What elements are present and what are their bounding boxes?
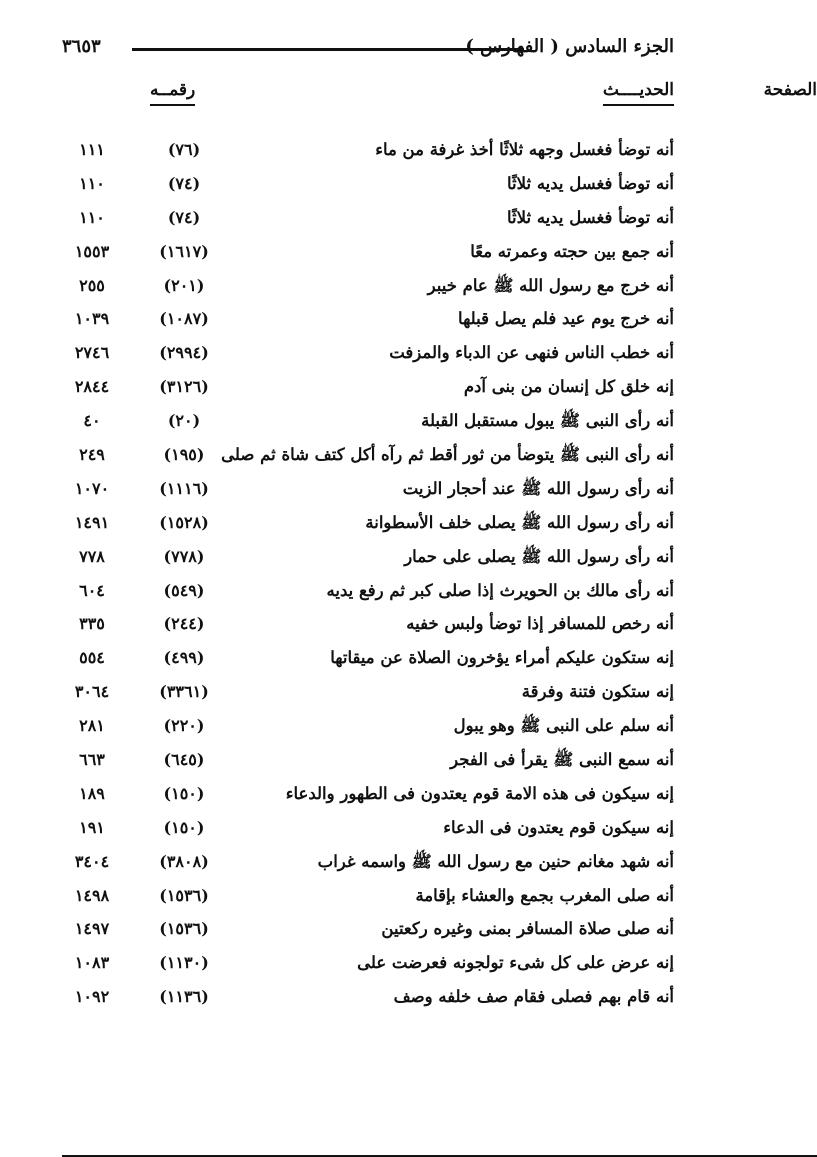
page-ref: ١٠٣٩ xyxy=(74,309,110,329)
hadith-number: (٣٨٠٨) xyxy=(159,851,209,871)
hadith-text: إنه سيكون فى هذه الامة قوم يعتدون فى الطهور والدعاء xyxy=(285,783,674,803)
index-row xyxy=(62,339,674,373)
hadith-text: إنه خلق كل إنسان من بنى آدم xyxy=(463,377,674,397)
index-row xyxy=(62,305,674,339)
page-ref: ٣٤٠٤ xyxy=(74,851,110,871)
hadith-number: (١١١٦) xyxy=(159,478,209,498)
page-ref: ١٩١ xyxy=(79,817,105,837)
index-row xyxy=(62,543,674,577)
hadith-number: (١٥٠) xyxy=(163,783,205,803)
index-row xyxy=(62,407,674,441)
hadith-number: (٣١٢٦) xyxy=(159,377,209,397)
hadith-text: أنه رأى رسول الله ﷺ يصلى خلف الأسطوانة xyxy=(365,512,674,532)
hadith-number: (٢٤٤) xyxy=(163,614,205,634)
hadith-number: (١٦١٧) xyxy=(159,241,209,261)
hadith-text: إنه ستكون عليكم أمراء يؤخرون الصلاة عن ميقاتها xyxy=(330,648,674,668)
index-row xyxy=(62,509,674,543)
column-heading-page: الصفحة xyxy=(62,80,817,1157)
hadith-text: إنه ستكون فتنة وفرقة xyxy=(521,682,674,702)
hadith-number: (١٥٣٦) xyxy=(159,885,209,905)
hadith-text: أنه جمع بين حجته وعمرته معًا xyxy=(470,241,674,261)
hadith-text: أنه توضأ فغسل وجهه ثلاثًا أخذ غرفة من ماء xyxy=(375,140,674,159)
index-row xyxy=(62,238,674,272)
page-ref: ٢٥٥ xyxy=(79,275,105,295)
hadith-text: إنه عرض على كل شىء تولجونه فعرضت على xyxy=(357,953,674,973)
index-row xyxy=(62,915,674,949)
page-number: ٣٦٥٣ xyxy=(62,36,101,57)
page-ref: ١٥٥٣ xyxy=(74,241,110,261)
index-list xyxy=(62,136,674,1017)
index-row xyxy=(62,373,674,407)
hadith-text: أنه سمع النبى ﷺ يقرأ فى الفجر xyxy=(450,750,674,770)
index-row xyxy=(62,610,674,644)
hadith-text: أنه رخص للمسافر إذا توضأ ولبس خفيه xyxy=(406,614,674,634)
index-row xyxy=(62,577,674,611)
index-row xyxy=(62,441,674,475)
hadith-number: (٧٦) xyxy=(167,140,201,159)
hadith-text: أنه خرج مع رسول الله ﷺ عام خيبر xyxy=(427,275,674,295)
hadith-text: أنه خرج يوم عيد فلم يصل قبلها xyxy=(458,309,674,329)
hadith-number: (٣٣٦١) xyxy=(159,682,209,702)
hadith-text: أنه صلى المغرب بجمع والعشاء بإقامة xyxy=(415,885,674,905)
index-row xyxy=(62,272,674,306)
hadith-number: (١١٣٦) xyxy=(159,987,209,1007)
hadith-number: (١٥٣٦) xyxy=(159,919,209,939)
index-row xyxy=(62,204,674,238)
page-ref: ٤٠ xyxy=(83,411,101,431)
hadith-text: أنه رأى النبى ﷺ يبول مستقبل القبلة xyxy=(421,411,674,431)
hadith-number: (٢٩٩٤) xyxy=(159,343,209,363)
hadith-text: أنه شهد مغانم حنين مع رسول الله ﷺ واسمه غراب xyxy=(317,851,674,871)
column-heading-number: رقمــه xyxy=(150,80,195,106)
index-row xyxy=(62,848,674,882)
hadith-text: أنه سلم على النبى ﷺ وهو يبول xyxy=(453,716,674,736)
page-ref: ٢٨١ xyxy=(79,716,105,736)
index-row xyxy=(62,746,674,780)
page-ref: ٦٦٣ xyxy=(79,750,105,770)
hadith-text: إنه سيكون قوم يعتدون فى الدعاء xyxy=(443,817,674,837)
hadith-number: (١٥٠) xyxy=(163,817,205,837)
hadith-number: (١٩٥) xyxy=(163,445,205,465)
hadith-number: (٢٢٠) xyxy=(163,716,205,736)
page-ref: ٢٤٩ xyxy=(79,445,105,465)
page-ref: ١٤٩٧ xyxy=(74,919,110,939)
column-headings xyxy=(62,80,817,110)
hadith-number: (٧٤) xyxy=(167,173,201,193)
index-row xyxy=(62,949,674,983)
page-ref: ٢٨٤٤ xyxy=(74,377,110,397)
page-ref: ١٠٨٣ xyxy=(74,953,110,973)
index-row xyxy=(62,644,674,678)
column-heading-hadith: الحديــــث xyxy=(603,80,674,106)
page-ref: ١٠٩٢ xyxy=(74,987,110,1007)
index-row xyxy=(62,712,674,746)
page-ref: ١١١ xyxy=(79,140,105,159)
index-row xyxy=(62,136,674,170)
page-ref: ٣٠٦٤ xyxy=(74,682,110,702)
hadith-text: أنه توضأ فغسل يديه ثلاثًا xyxy=(507,173,674,193)
hadith-number: (٢٠١) xyxy=(163,275,205,295)
page-ref: ٢٧٤٦ xyxy=(74,343,110,363)
header-rule xyxy=(132,48,524,51)
hadith-text: أنه رأى النبى ﷺ يتوضأ من ثور أقط ثم رآه أكل كتف شاة ثم صلى xyxy=(221,445,674,465)
index-row xyxy=(62,780,674,814)
page-ref: ١٨٩ xyxy=(79,783,105,803)
hadith-number: (١٠٨٧) xyxy=(159,309,209,329)
page-ref: ٧٧٨ xyxy=(79,546,105,566)
hadith-number: (٧٧٨) xyxy=(163,546,205,566)
hadith-text: أنه رأى مالك بن الحويرث إذا صلى كبر ثم رفع يديه xyxy=(326,580,674,600)
page-ref: ١٤٩٨ xyxy=(74,885,110,905)
hadith-number: (١١٣٠) xyxy=(159,953,209,973)
page-ref: ١١٠ xyxy=(79,207,105,227)
index-row xyxy=(62,882,674,916)
page-ref: ١٠٧٠ xyxy=(74,478,110,498)
hadith-text: أنه رأى رسول الله ﷺ عند أحجار الزيت xyxy=(402,478,674,498)
page-ref: ١١٠ xyxy=(79,173,105,193)
hadith-text: أنه رأى رسول الله ﷺ يصلى على حمار xyxy=(404,546,674,566)
running-title: الجزء السادس ( الفهارس ) xyxy=(465,36,674,57)
hadith-number: (٥٤٩) xyxy=(163,580,205,600)
hadith-text: أنه خطب الناس فنهى عن الدباء والمزفت xyxy=(389,343,674,363)
hadith-text: أنه صلى صلاة المسافر بمنى وغيره ركعتين xyxy=(381,919,674,939)
index-row xyxy=(62,475,674,509)
page-ref: ٦٠٤ xyxy=(79,580,105,600)
index-row xyxy=(62,678,674,712)
hadith-number: (٢٠) xyxy=(167,411,201,431)
hadith-text: أنه توضأ فغسل يديه ثلاثًا xyxy=(507,207,674,227)
hadith-text: أنه قام بهم فصلى فقام صف خلفه وصف xyxy=(393,987,674,1007)
running-header xyxy=(62,36,674,64)
hadith-number: (١٥٢٨) xyxy=(159,512,209,532)
index-row xyxy=(62,983,674,1017)
index-row xyxy=(62,170,674,204)
hadith-number: (٦٤٥) xyxy=(163,750,205,770)
page-ref: ١٤٩١ xyxy=(74,512,110,532)
hadith-number: (٧٤) xyxy=(167,207,201,227)
index-row xyxy=(62,814,674,848)
page-ref: ٣٣٥ xyxy=(79,614,105,634)
hadith-number: (٤٩٩) xyxy=(163,648,205,668)
page-ref: ٥٥٤ xyxy=(79,648,105,668)
